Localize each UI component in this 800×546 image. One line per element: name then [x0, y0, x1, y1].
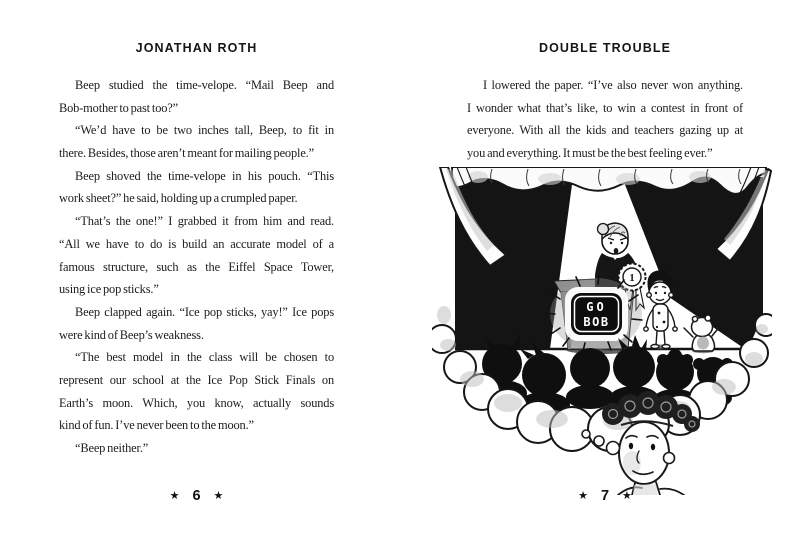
star-icon: ★	[578, 489, 588, 502]
text-line: everyone. With all the kids and teachers gazing up at	[467, 123, 743, 138]
text-line: you and everything. It must be the best feeling ever.”	[467, 146, 713, 161]
text-line: work sheet?” he said, holding up a crumpled paper.	[59, 191, 298, 206]
page-footer-left	[59, 489, 334, 504]
text-line: there. Besides, those aren’t meant for mailing people.”	[59, 146, 314, 161]
left-body-text	[59, 74, 334, 460]
text-line: kind of fun. I’ve never been to the moon.”	[59, 418, 254, 433]
text-line: I wonder what that’s like, to win a contest in front of	[467, 100, 743, 115]
page-number: 7	[600, 488, 610, 504]
text-line: Earth’s moon. Which, you know, actually sounds	[59, 395, 334, 410]
sign-line-1: GO	[586, 300, 607, 314]
page-number: 6	[192, 488, 201, 504]
rosette-number: 1	[629, 273, 635, 284]
sign-line-2: BOB	[583, 315, 610, 329]
text-line: represent our school at the Ice Pop Stick Finals on	[59, 372, 334, 387]
text-line: Bob-mother to past too?”	[59, 100, 179, 115]
thought-bubble-illustration	[432, 167, 772, 495]
text-line: were kind of Beep’s weakness.	[59, 327, 204, 342]
star-icon: ★	[213, 489, 224, 502]
running-head-author: JONATHAN ROTH	[135, 41, 258, 55]
text-line: “That’s the one!” I grabbed it from him and read.	[75, 214, 334, 229]
text-line: I lowered the paper. “I’ve also never won anything.	[483, 78, 743, 92]
running-head-title: DOUBLE TROUBLE	[538, 41, 672, 55]
text-line: “Beep neither.”	[75, 441, 149, 455]
text-line: Beep clapped again. “Ice pop sticks, yay!” Ice pops	[75, 304, 334, 319]
text-line: famous structure, such as the Eiffel Space Tower,	[59, 259, 334, 274]
star-icon: ★	[622, 489, 632, 502]
text-line: using ice pop sticks.”	[59, 282, 159, 297]
text-line: Beep studied the time-velope. “Mail Beep and	[75, 78, 334, 92]
star-icon: ★	[169, 489, 180, 502]
text-line: “All we have to do is build an accurate model of a	[59, 236, 334, 251]
right-body-text	[467, 74, 743, 165]
text-line: Beep shoved the time-velope in his pouch. “This	[75, 168, 334, 183]
text-line: “We’d have to be two inches tall, Beep, to fit in	[75, 123, 334, 138]
page-left	[59, 0, 334, 546]
text-line: “The best model in the class will be chosen to	[75, 350, 334, 365]
